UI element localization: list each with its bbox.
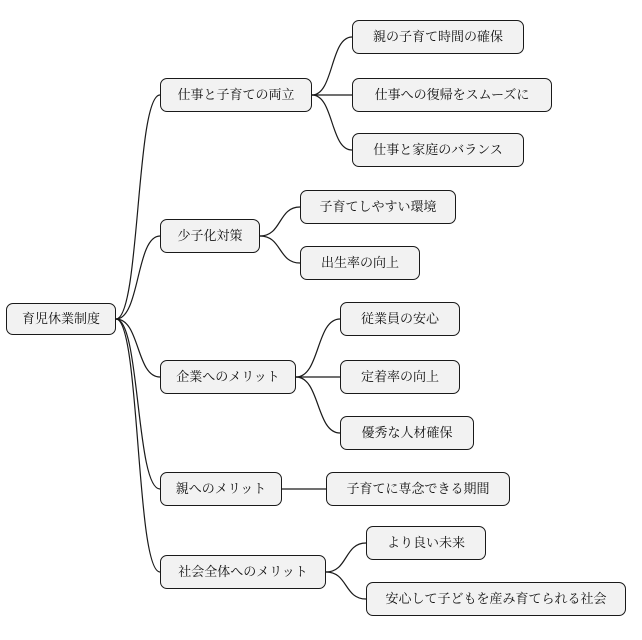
mindmap-node: 従業員の安心 [340,302,460,336]
mindmap-edge [326,572,366,599]
mindmap-root-node: 育児休業制度 [6,303,116,335]
mindmap-node: 社会全体へのメリット [160,555,326,589]
mindmap-node: 子育てに専念できる期間 [326,472,510,506]
mindmap-node: 子育てしやすい環境 [300,190,456,224]
mindmap-node: 親の子育て時間の確保 [352,20,524,54]
mindmap-node: 定着率の向上 [340,360,460,394]
mindmap-node: 仕事と家庭のバランス [352,133,524,167]
mindmap-edge [326,543,366,572]
mindmap-edge [260,207,300,236]
mindmap-node: より良い未来 [366,526,486,560]
mindmap-edge [260,236,300,263]
mindmap-edge [116,95,160,319]
mindmap-node: 出生率の向上 [300,246,420,280]
mindmap-node: 優秀な人材確保 [340,416,474,450]
mindmap-node: 少子化対策 [160,219,260,253]
mindmap-node: 企業へのメリット [160,360,296,394]
mindmap-edge [116,236,160,319]
mindmap-edge [116,319,160,489]
mindmap-edge [296,377,340,433]
mindmap-edge [312,37,352,95]
mindmap-node: 仕事への復帰をスムーズに [352,78,552,112]
mindmap-node: 親へのメリット [160,472,282,506]
mindmap-edge [116,319,160,572]
mindmap-edge [296,319,340,377]
mindmap-node: 安心して子どもを産み育てられる社会 [366,582,626,616]
mindmap-node: 仕事と子育ての両立 [160,78,312,112]
mindmap-edge [312,95,352,150]
